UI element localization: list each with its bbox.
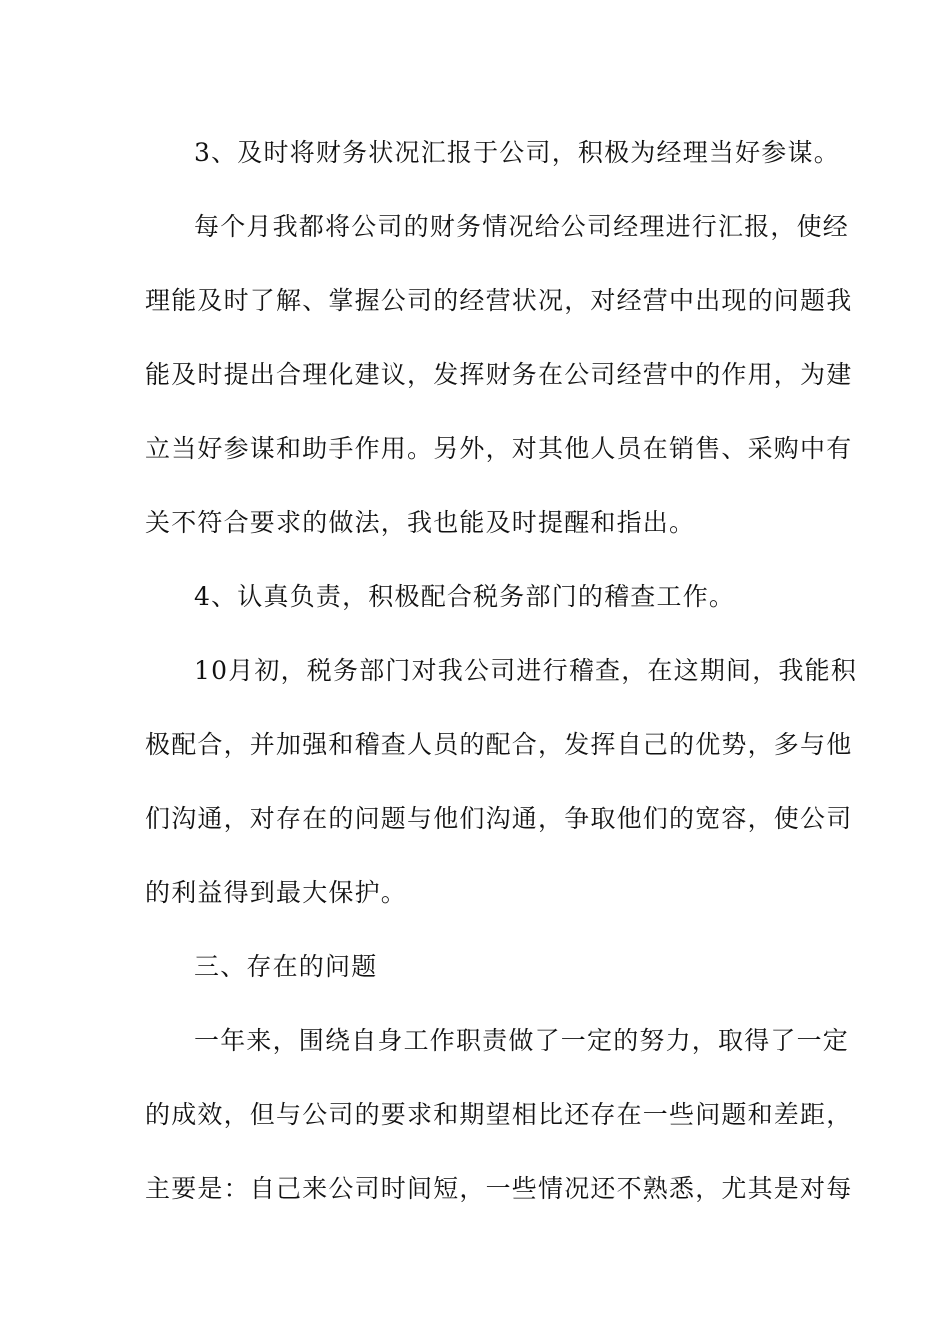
paragraph-line: 极配合，并加强和稽查人员的配合，发挥自己的优势，多与他 xyxy=(145,730,853,759)
paragraph-line: 立当好参谋和助手作用。另外，对其他人员在销售、采购中有 xyxy=(145,434,853,463)
paragraph-line: 每个月我都将公司的财务情况给公司经理进行汇报，使经 xyxy=(194,212,850,241)
paragraph-line: 一年来，围绕自身工作职责做了一定的努力，取得了一定 xyxy=(194,1026,850,1055)
paragraph-line: 的成效，但与公司的要求和期望相比还存在一些问题和差距， xyxy=(145,1100,853,1129)
list-heading-3: 3、及时将财务状况汇报于公司，积极为经理当好参谋。 xyxy=(194,138,840,167)
section-heading: 三、存在的问题 xyxy=(194,952,378,981)
list-heading-4: 4、认真负责，积极配合税务部门的稽查工作。 xyxy=(194,582,736,611)
paragraph-line: 理能及时了解、掌握公司的经营状况，对经营中出现的问题我 xyxy=(145,286,853,315)
paragraph-line: 10月初，税务部门对我公司进行稽查，在这期间，我能积 xyxy=(194,656,858,685)
paragraph-line: 的利益得到最大保护。 xyxy=(145,878,408,907)
paragraph-line: 关不符合要求的做法，我也能及时提醒和指出。 xyxy=(145,508,696,537)
paragraph-line: 们沟通，对存在的问题与他们沟通，争取他们的宽容，使公司 xyxy=(145,804,853,833)
paragraph-line: 主要是：自己来公司时间短，一些情况还不熟悉，尤其是对每 xyxy=(145,1174,853,1203)
paragraph-line: 能及时提出合理化建议，发挥财务在公司经营中的作用，为建 xyxy=(145,360,853,389)
